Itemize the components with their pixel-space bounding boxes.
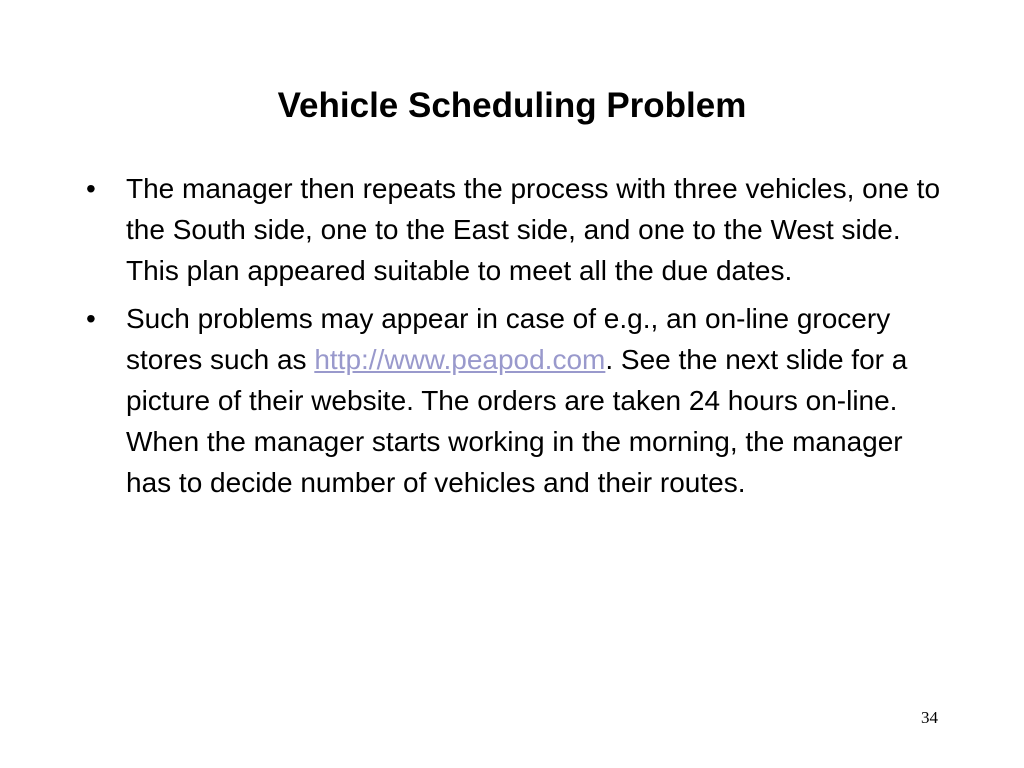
bullet-text-after-link: . See the next slide for a picture of their website. The orders are taken 24 hours on-line. When the manager starts working in the morning, the manager has to decide number of vehicles and their routes.	[126, 344, 908, 498]
slide-title: Vehicle Scheduling Problem	[277, 86, 747, 125]
bullet-item	[86, 298, 946, 503]
page-number: 34	[921, 708, 938, 727]
peapod-link[interactable]: http://www.peapod.com	[314, 344, 606, 375]
bullet-text-before-link: Such problems may appear in case of e.g., an on-line grocery stores such as	[126, 303, 891, 375]
bullet-icon: •	[86, 173, 96, 204]
bullet-icon: •	[86, 303, 96, 334]
bullet-item	[86, 168, 946, 291]
bullet-text: The manager then repeats the process with three vehicles, one to the South side, one to the East side, and one to the West side. This plan appeared suitable to meet all the due dates.	[126, 173, 941, 286]
bullet-list	[86, 168, 946, 510]
